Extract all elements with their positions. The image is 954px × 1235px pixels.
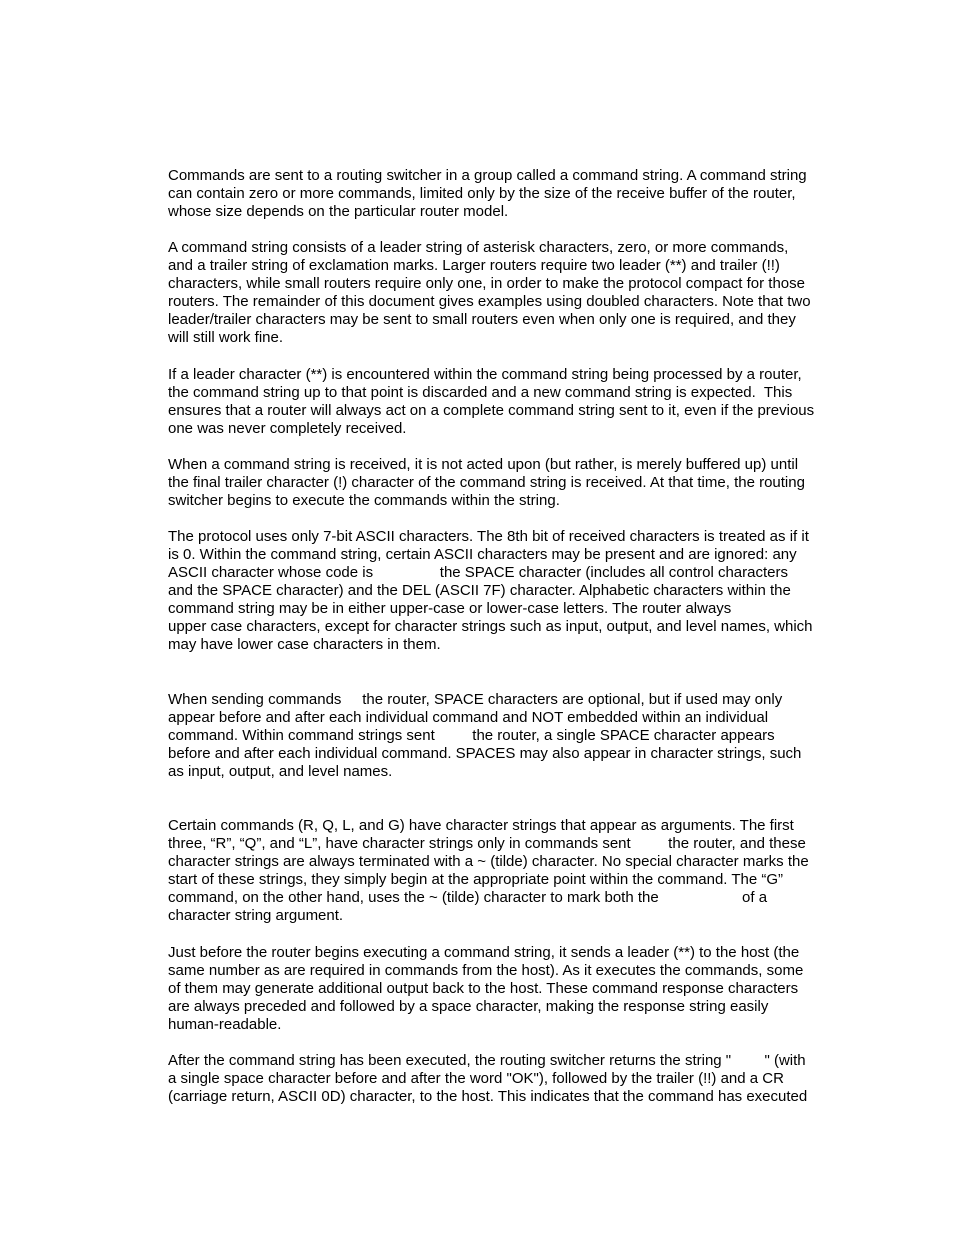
text-line: (carriage return, ASCII 0D) character, to the host. This indicates that the command has executed [168,1088,808,1105]
text-line: before and after each individual command. SPACES may also appear in character strings, such [168,745,802,762]
text-line: same number as are required in commands from the host). As it executes the commands, some [168,962,804,979]
text-line: command string may be in either upper-case or lower-case letters. The router always [168,600,732,617]
text-line: Certain commands (R, Q, L, and G) have character strings that appear as arguments. The first [168,817,794,834]
text-line: and a trailer string of exclamation marks. Larger routers require two leader (**) and trailer (!!) [168,257,780,274]
text-line: ensures that a router will always act on a complete command string sent to it, even if the previous [168,402,815,419]
text-line: switcher begins to execute the commands within the string. [168,492,560,509]
text-line: character string argument. [168,907,344,924]
text-line: are always preceded and followed by a space character, making the response string easily [168,998,769,1015]
text-line: one was never completely received. [168,420,407,437]
text-line: the command string up to that point is discarded and a new command string is expected. This [168,384,793,401]
text-line: will still work fine. [168,329,284,346]
text-line: A command string consists of a leader string of asterisk characters, zero, or more commands, [168,239,789,256]
text-line: may have lower case characters in them. [168,636,441,653]
paragraph-character-string-arguments [168,817,809,925]
text-line: and the SPACE character) and the DEL (ASCII 7F) character. Alphabetic characters within the [168,582,791,599]
text-line: When sending commands the router, SPACE characters are optional, but if used may only [168,691,783,708]
text-line: Commands are sent to a routing switcher in a group called a command string. A command string [168,167,807,184]
text-line: Just before the router begins executing a command string, it sends a leader (**) to the host (the [168,944,800,961]
text-line: routers. The remainder of this document gives examples using doubled characters. Note that two [168,293,811,310]
text-line: the final trailer character (!) character of the command string is received. At that time, the routing [168,474,805,491]
text-line: If a leader character (**) is encountered within the command string being processed by a router, [168,366,802,383]
text-line: characters, while small routers require only one, in order to make the protocol compact for those [168,275,805,292]
text-line: The protocol uses only 7-bit ASCII characters. The 8th bit of received characters is treated as if it [168,528,809,545]
text-line: After the command string has been executed, the routing switcher returns the string " " (with [168,1052,806,1069]
text-line: start of these strings, they simply begin at the appropriate point within the command. The “G” [168,871,784,888]
text-line: whose size depends on the particular router model. [168,203,509,220]
paragraph-buffering [168,456,805,510]
text-line: ASCII character whose code is the SPACE character (includes all control characters [168,564,788,581]
paragraph-leader-trailer [168,239,811,347]
paragraph-ascii-characters [168,528,813,654]
text-line: is 0. Within the command string, certain ASCII characters may be present and are ignored: any [168,546,797,563]
text-line: leader/trailer characters may be sent to small routers even when only one is required, and they [168,311,796,328]
text-line: a single space character before and after the word "OK"), followed by the trailer (!!) and a CR [168,1070,784,1087]
paragraph-command-string-intro [168,167,807,221]
text-line: of them may generate additional output back to the host. These command response characters [168,980,799,997]
text-line: character strings are always terminated with a ~ (tilde) character. No special character marks the [168,853,809,870]
text-line: can contain zero or more commands, limited only by the size of the receive buffer of the router, [168,185,796,202]
paragraph-ok-response [168,1052,807,1106]
text-line: command. Within command strings sent the router, a single SPACE character appears [168,727,775,744]
paragraph-response-leader [168,944,803,1034]
text-line: as input, output, and level names. [168,763,393,780]
text-line: human-readable. [168,1016,282,1033]
paragraph-space-characters [168,691,801,781]
text-line: three, “R”, “Q”, and “L”, have character strings only in commands sent the router, and these [168,835,806,852]
paragraph-leader-encountered [168,366,814,438]
text-line: upper case characters, except for character strings such as input, output, and level names, which [168,618,813,635]
text-line: When a command string is received, it is not acted upon (but rather, is merely buffered up) until [168,456,799,473]
text-line: command, on the other hand, uses the ~ (tilde) character to mark both the of a [168,889,768,906]
text-line: appear before and after each individual command and NOT embedded within an individual [168,709,769,726]
